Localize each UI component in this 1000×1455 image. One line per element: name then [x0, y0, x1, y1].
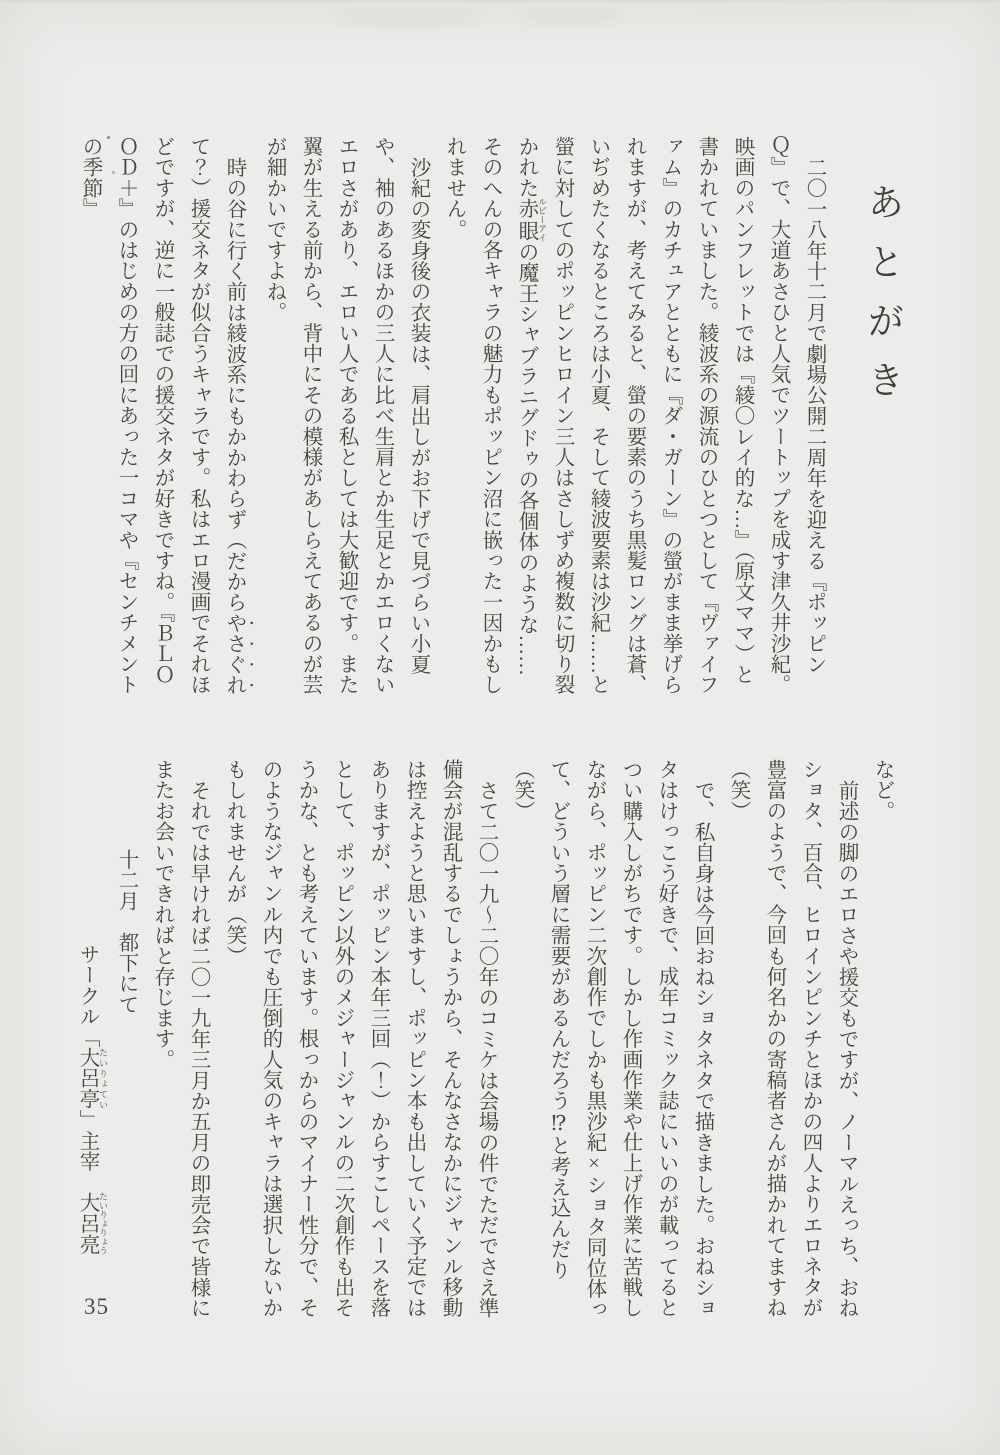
afterword-top-block [72, 136, 832, 696]
paragraph-comiket-plans [216, 759, 504, 1321]
ruby-text: 大呂亮 たいりょりょう [76, 1191, 108, 1255]
text-run: で、私自身は今回おねショタネタで描きました。おねショタはけっこう好きで、成年コミック誌にいいのが載ってるとつい購入しがちです。しかし作画作業や仕上げ作業に苦戦しながら、ポッピン二次創作でしかも黒沙紀×ショタ同位体って、どういう層に需要があるんだろう⁉と考え込んだり（笑） [511, 759, 713, 1320]
text-run: 沙紀の変身後の衣装は、肩出しがお下げで見づらい小夏や、袖のあるほかの三人に比べ生肩とか生足とかエロくないエロさがあり、エロい人である私としては大歓迎です。また翼が生える前から、背中にその模様があしらえてあるのが芸が細かいですよね。 [263, 136, 429, 695]
paragraph-contributors [720, 759, 864, 1321]
signature-line [69, 759, 108, 1321]
scan-smudge [515, 3, 625, 27]
paragraph-nado [864, 759, 900, 1321]
text-run: 十二月 都下にて [115, 849, 137, 1015]
text-run: 前述の脚のエロさや援交もですが、ノーマルえっち、おねショタ、百合、ヒロインピンチとほかの四人よりエロネタが豊富のようで、今回も何名かの寄稿者さんが描かれてますね（笑） [727, 759, 857, 1318]
text-run: 時の谷に行く前は綾波系にもかかわらず（だから [223, 156, 245, 612]
text-run: 」主宰 [76, 1109, 98, 1192]
emphasized-text: やさぐれ [223, 611, 245, 695]
paragraph-enko-neta [72, 136, 256, 696]
text-run: さて二〇一九〜二〇年のコミケは会場の件でただでさえ準備会が混乱するでしょうから、そんなさなかにジャンル移動は控えようと思いますし、ポッピン本も出していく予定ではありますが、ポッピン本年三回（！）からすこしペースを落として、ポッピン以外のメジャージャンルの二次創作も出そうかな、とも考えています。根っからのマイナー性分で、そのようなジャンル内でも圧倒的人気のキャラは選択しないかもしれませんが（笑） [223, 759, 497, 1318]
page-number: 35 [84, 1294, 109, 1319]
date-line [108, 759, 144, 1321]
text-run: サークル「 [76, 943, 98, 1047]
paragraph-costume [256, 136, 436, 696]
paragraph-movie-intro [436, 136, 832, 696]
text-run: それでは早ければ二〇一九年三月か五月の即売会で皆様にまたお会いできればと存じます。 [151, 759, 209, 1318]
page-title: あとがき [861, 183, 902, 420]
afterword-bottom-block [69, 759, 900, 1321]
ruby-text: 赤眼 ルビーアイ [515, 197, 547, 243]
paragraph-closing [144, 759, 216, 1321]
text-run: て？）援交ネタが似合うキャラです。私はエロ漫画でそれほどですが、逆に一般誌での援交ネタが好きですね。『ＢＬＯＯＤ＋』のはじめの方の回にあった一コマや『センチメントの季節』 [79, 136, 209, 695]
ruby-text: 大呂亭 たいりょてい [76, 1047, 108, 1110]
paragraph-oneshota [504, 759, 720, 1321]
text-run: 二〇一八年十二月で劇場公開二周年を迎える『ポッピンＱ』で、大道あさひと人気でツートップを成す津久井沙紀。映画のパンフレットでは『綾〇レイ的な…』（原文ママ）と書かれていました。綾波系の源流のひとつとして『ヴァイファム』のカチュアとともに『ダ・ガーン』の螢がまま挙げられますが、考えてみると、螢の要素のうち黒髪ロングは蒼、いぢめたくなるところは小夏、そして綾波要素は沙紀……と螢に対してのポッピンヒロイン三人はさしずめ複数に切り裂かれた [515, 136, 825, 695]
scan-smudge [690, 0, 920, 18]
scan-smudge [328, 3, 488, 29]
text-run: など。 [871, 759, 893, 822]
text-run: の魔王シャブラニグドゥの各個体のような……そのへんの各キャラの魅力もポッピン沼に嵌った一因かもしれません。 [443, 136, 537, 695]
